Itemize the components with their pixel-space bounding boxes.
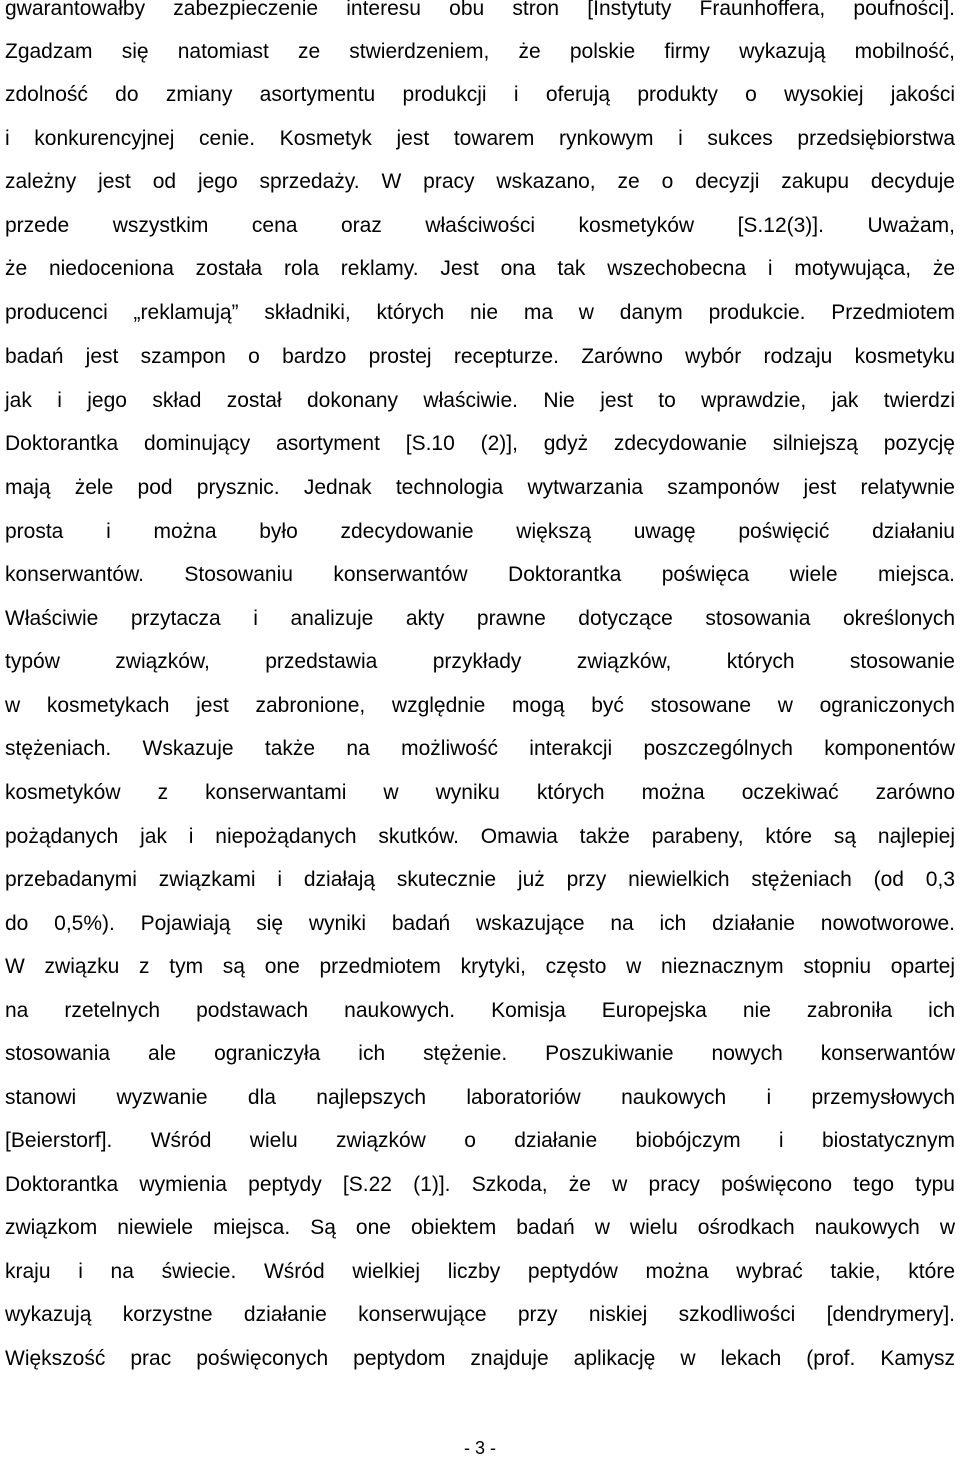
text-line: że niedoceniona została rola reklamy. Jest ona tak wszechobecna i motywująca, że [5, 257, 955, 280]
text-line: Właściwie przytacza i analizuje akty prawne dotyczące stosowania określonych [5, 607, 955, 630]
text-line: przebadanymi związkami i działają skutecznie już przy niewielkich stężeniach (od 0,3 [5, 868, 955, 891]
text-line: Zgadzam się natomiast ze stwierdzeniem, że polskie firmy wykazują mobilność, [5, 40, 955, 63]
page-number: - 3 - [463, 1438, 496, 1458]
text-line: pożądanych jak i niepożądanych skutków. Omawia także parabeny, które są najlepiej [5, 825, 955, 848]
text-line: w kosmetykach jest zabronione, względnie mogą być stosowane w ograniczonych [5, 694, 955, 717]
text-line: wykazują korzystne działanie konserwujące przy niskiej szkodliwości [dendrymery]. [5, 1303, 955, 1326]
text-line: zależny jest od jego sprzedaży. W pracy wskazano, ze o decyzji zakupu decyduje [5, 170, 955, 193]
text-line: Doktorantka wymienia peptydy [S.22 (1)]. Szkoda, że w pracy poświęcono tego typu [5, 1173, 955, 1196]
text-line: zdolność do zmiany asortymentu produkcji i oferują produkty o wysokiej jakości [5, 83, 955, 106]
text-line: gwarantowałby zabezpieczenie interesu obu stron [Instytuty Fraunhoffera, poufności]. [5, 0, 955, 20]
text-line: mają żele pod prysznic. Jednak technologia wytwarzania szamponów jest relatywnie [5, 476, 955, 499]
text-line: badań jest szampon o bardzo prostej recepturze. Zarówno wybór rodzaju kosmetyku [5, 345, 955, 368]
text-line: stanowi wyzwanie dla najlepszych laboratoriów naukowych i przemysłowych [5, 1086, 955, 1109]
text-line: Doktorantka dominujący asortyment [S.10 (2)], gdyż zdecydowanie silniejszą pozycję [5, 432, 955, 455]
text-line: do 0,5%). Pojawiają się wyniki badań wskazujące na ich działanie nowotworowe. [5, 912, 955, 935]
text-line: konserwantów. Stosowaniu konserwantów Doktorantka poświęca wiele miejsca. [5, 563, 955, 586]
text-line: prosta i można było zdecydowanie większą uwagę poświęcić działaniu [5, 520, 955, 543]
text-line: [Beierstorf]. Wśród wielu związków o działanie biobójczym i biostatycznym [5, 1129, 955, 1152]
text-line: związkom niewiele miejsca. Są one obiektem badań w wielu ośrodkach naukowych w [5, 1216, 955, 1239]
text-line: na rzetelnych podstawach naukowych. Komisja Europejska nie zabroniła ich [5, 999, 955, 1022]
text-line: stężeniach. Wskazuje także na możliwość interakcji poszczególnych komponentów [5, 737, 955, 760]
text-line: i konkurencyjnej cenie. Kosmetyk jest towarem rynkowym i sukces przedsiębiorstwa [5, 127, 955, 150]
text-line: Większość prac poświęconych peptydom znajduje aplikację w lekach (prof. Kamysz [5, 1347, 955, 1370]
text-line: W związku z tym są one przedmiotem krytyki, często w nieznacznym stopniu opartej [5, 955, 955, 978]
text-line: kosmetyków z konserwantami w wyniku których można oczekiwać zarówno [5, 781, 955, 804]
text-line: kraju i na świecie. Wśród wielkiej liczby peptydów można wybrać takie, które [5, 1260, 955, 1283]
text-line: producenci „reklamują” składniki, których nie ma w danym produkcie. Przedmiotem [5, 301, 955, 324]
text-line: stosowania ale ograniczyła ich stężenie. Poszukiwanie nowych konserwantów [5, 1042, 955, 1065]
text-line: przede wszystkim cena oraz właściwości kosmetyków [S.12(3)]. Uważam, [5, 214, 955, 237]
text-line: jak i jego skład został dokonany właściwie. Nie jest to wprawdzie, jak twierdzi [5, 389, 955, 412]
text-line: typów związków, przedstawia przykłady związków, których stosowanie [5, 650, 955, 673]
